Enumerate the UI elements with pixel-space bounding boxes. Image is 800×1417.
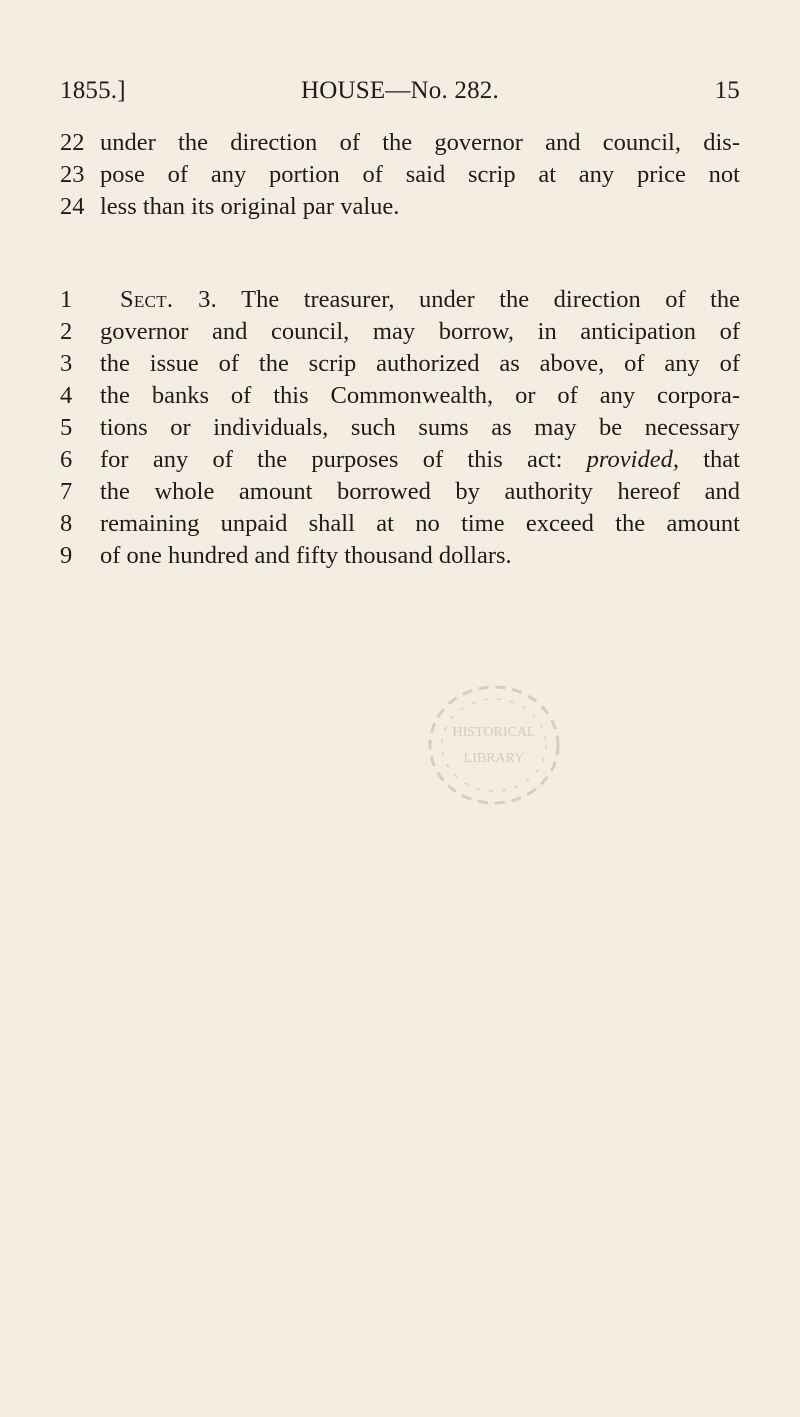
line-number: 22 — [60, 129, 85, 156]
section-3-opening: The treasurer, under the direction of the — [241, 286, 740, 313]
line-number: 24 — [60, 193, 85, 220]
line-text: under the direction of the governor and council, dis- — [100, 129, 740, 156]
line-number: 23 — [60, 161, 85, 188]
text-line — [60, 444, 740, 476]
line-6-before: for any of the purposes of this act: — [100, 446, 587, 473]
header-title: HOUSE—No. 282. — [301, 77, 499, 104]
library-stamp — [414, 670, 574, 820]
line-number: 6 — [60, 446, 73, 473]
text-line — [60, 412, 740, 444]
section-label: Sect. 3. — [120, 286, 218, 313]
text-line — [60, 508, 740, 540]
stamp-text-bottom: LIBRARY — [463, 751, 525, 766]
text-line — [60, 380, 740, 412]
line-text: of one hundred and fifty thousand dollars. — [100, 542, 512, 569]
continued-section — [60, 127, 740, 223]
line-number: 4 — [60, 382, 73, 409]
text-line — [60, 284, 740, 316]
line-text: governor and council, may borrow, in anticipation of — [100, 318, 740, 345]
line-text: the issue of the scrip authorized as above, of any of — [100, 350, 740, 377]
page-number: 15 — [714, 77, 740, 104]
line-text: the whole amount borrowed by authority hereof and — [100, 478, 740, 505]
line-number: 9 — [60, 542, 73, 569]
line-text — [100, 284, 740, 316]
text-line — [60, 159, 740, 191]
text-line — [60, 540, 740, 572]
line-text: less than its original par value. — [100, 193, 400, 220]
line-text: remaining unpaid shall at no time exceed the amount — [100, 510, 740, 537]
line-6-after: that — [678, 446, 740, 473]
text-line — [60, 348, 740, 380]
line-number: 1 — [60, 286, 73, 313]
line-number: 2 — [60, 318, 73, 345]
provided-emphasis: provided, — [586, 446, 679, 473]
text-line — [60, 316, 740, 348]
stamp-text-top: HISTORICAL — [452, 725, 536, 740]
text-line — [60, 127, 740, 159]
line-number: 8 — [60, 510, 73, 537]
text-line — [60, 476, 740, 508]
line-number: 7 — [60, 478, 73, 505]
line-text — [100, 444, 740, 476]
line-number: 5 — [60, 414, 73, 441]
text-line — [60, 191, 740, 223]
running-head — [60, 74, 740, 108]
section-3 — [60, 284, 740, 572]
line-text: tions or individuals, such sums as may be necessary — [100, 414, 740, 441]
line-number: 3 — [60, 350, 73, 377]
line-text: pose of any portion of said scrip at any price not — [100, 161, 740, 188]
line-text: the banks of this Commonwealth, or of any corpora- — [100, 382, 740, 409]
header-year: 1855.] — [60, 77, 126, 104]
